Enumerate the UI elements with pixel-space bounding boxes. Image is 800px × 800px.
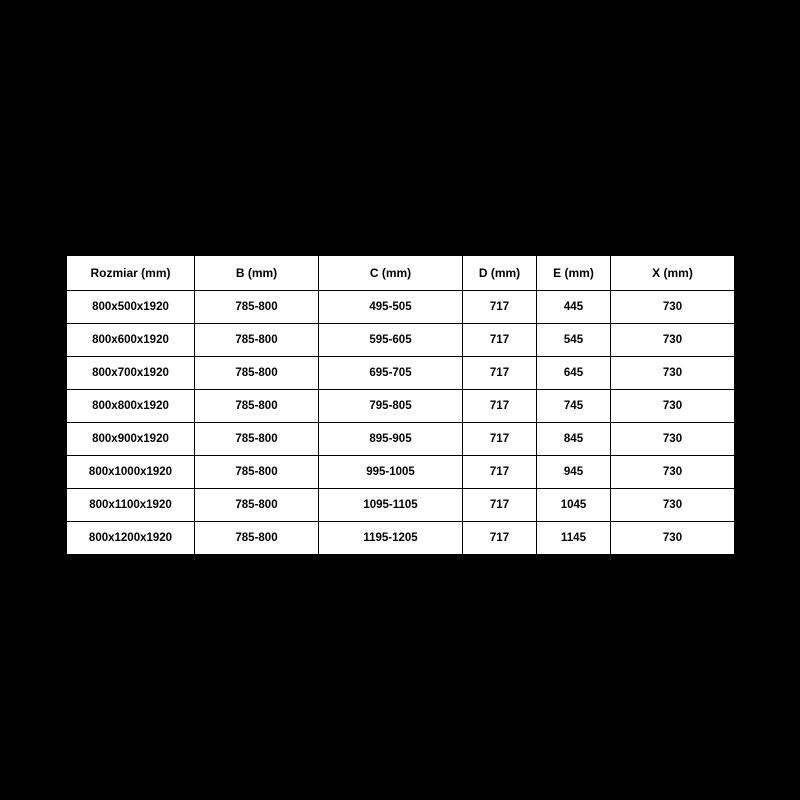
- column-header-d: D (mm): [463, 256, 537, 291]
- table-row: [67, 357, 735, 390]
- cell-d: 717: [463, 456, 537, 489]
- cell-e: 445: [537, 291, 611, 324]
- cell-x: 730: [611, 489, 735, 522]
- table-row: [67, 324, 735, 357]
- cell-e: 545: [537, 324, 611, 357]
- cell-c: 895-905: [319, 423, 463, 456]
- cell-x: 730: [611, 423, 735, 456]
- cell-d: 717: [463, 522, 537, 555]
- table-row: [67, 423, 735, 456]
- cell-d: 717: [463, 390, 537, 423]
- cell-c: 1095-1105: [319, 489, 463, 522]
- cell-d: 717: [463, 423, 537, 456]
- cell-c: 595-605: [319, 324, 463, 357]
- table-header: [67, 256, 735, 291]
- cell-e: 1045: [537, 489, 611, 522]
- cell-b: 785-800: [195, 357, 319, 390]
- specification-table: [66, 255, 735, 555]
- table-header-row: [67, 256, 735, 291]
- cell-size: 800x1000x1920: [67, 456, 195, 489]
- cell-x: 730: [611, 456, 735, 489]
- table-body: [67, 291, 735, 555]
- cell-b: 785-800: [195, 324, 319, 357]
- cell-x: 730: [611, 522, 735, 555]
- cell-c: 695-705: [319, 357, 463, 390]
- table-row: [67, 522, 735, 555]
- table-row: [67, 456, 735, 489]
- cell-size: 800x800x1920: [67, 390, 195, 423]
- cell-c: 995-1005: [319, 456, 463, 489]
- column-header-x: X (mm): [611, 256, 735, 291]
- cell-c: 1195-1205: [319, 522, 463, 555]
- cell-x: 730: [611, 390, 735, 423]
- cell-x: 730: [611, 357, 735, 390]
- cell-b: 785-800: [195, 456, 319, 489]
- cell-size: 800x500x1920: [67, 291, 195, 324]
- cell-d: 717: [463, 291, 537, 324]
- column-header-e: E (mm): [537, 256, 611, 291]
- cell-size: 800x1200x1920: [67, 522, 195, 555]
- cell-d: 717: [463, 357, 537, 390]
- cell-c: 795-805: [319, 390, 463, 423]
- cell-c: 495-505: [319, 291, 463, 324]
- cell-d: 717: [463, 324, 537, 357]
- cell-d: 717: [463, 489, 537, 522]
- cell-size: 800x1100x1920: [67, 489, 195, 522]
- table-row: [67, 291, 735, 324]
- cell-size: 800x900x1920: [67, 423, 195, 456]
- cell-e: 745: [537, 390, 611, 423]
- cell-b: 785-800: [195, 423, 319, 456]
- column-header-b: B (mm): [195, 256, 319, 291]
- cell-b: 785-800: [195, 489, 319, 522]
- specification-table-container: [66, 255, 734, 555]
- cell-e: 1145: [537, 522, 611, 555]
- cell-x: 730: [611, 291, 735, 324]
- cell-e: 645: [537, 357, 611, 390]
- table-row: [67, 390, 735, 423]
- table-row: [67, 489, 735, 522]
- cell-b: 785-800: [195, 522, 319, 555]
- cell-b: 785-800: [195, 390, 319, 423]
- column-header-rozmiar: Rozmiar (mm): [67, 256, 195, 291]
- column-header-c: C (mm): [319, 256, 463, 291]
- cell-x: 730: [611, 324, 735, 357]
- cell-b: 785-800: [195, 291, 319, 324]
- cell-e: 845: [537, 423, 611, 456]
- cell-size: 800x600x1920: [67, 324, 195, 357]
- cell-size: 800x700x1920: [67, 357, 195, 390]
- cell-e: 945: [537, 456, 611, 489]
